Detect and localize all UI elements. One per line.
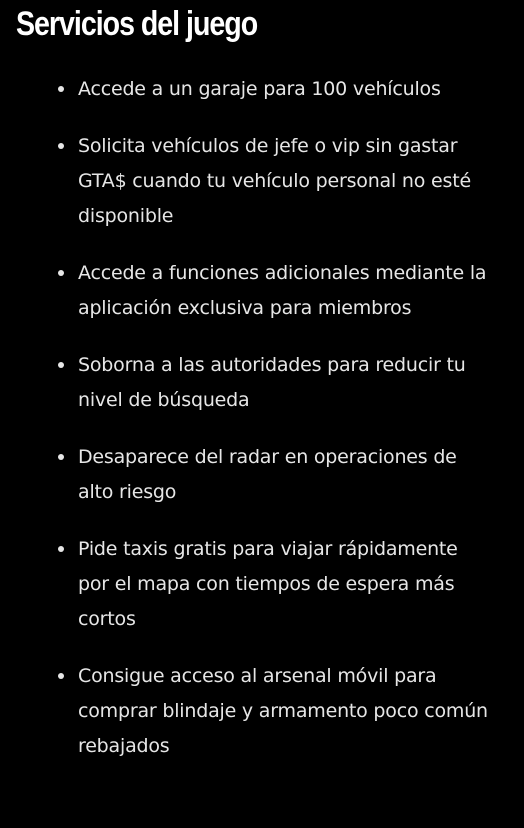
list-item — [58, 532, 488, 637]
list-item-text: Accede a funciones adicionales mediante la aplicación exclusiva para miembros — [78, 262, 487, 319]
services-list — [58, 72, 488, 786]
section-title: Servicios del juego — [16, 5, 258, 43]
bullet-icon — [58, 362, 64, 368]
list-item — [58, 440, 488, 510]
bullet-icon — [58, 143, 64, 149]
bullet-icon — [58, 546, 64, 552]
list-item-text: Solicita vehículos de jefe o vip sin gastar GTA$ cuando tu vehículo personal no esté disponible — [78, 135, 471, 227]
bullet-icon — [58, 673, 64, 679]
list-item — [58, 72, 488, 107]
list-item-text: Consigue acceso al arsenal móvil para comprar blindaje y armamento poco común rebajados — [78, 665, 488, 757]
list-item-text: Accede a un garaje para 100 vehículos — [78, 78, 441, 100]
list-item — [58, 659, 488, 764]
list-item-text: Soborna a las autoridades para reducir tu nivel de búsqueda — [78, 354, 466, 411]
list-item — [58, 129, 488, 234]
bullet-icon — [58, 86, 64, 92]
bullet-icon — [58, 270, 64, 276]
list-item — [58, 256, 488, 326]
list-item-text: Desaparece del radar en operaciones de alto riesgo — [78, 446, 457, 503]
list-item-text: Pide taxis gratis para viajar rápidamente por el mapa con tiempos de espera más cortos — [78, 538, 458, 630]
bullet-icon — [58, 454, 64, 460]
list-item — [58, 348, 488, 418]
